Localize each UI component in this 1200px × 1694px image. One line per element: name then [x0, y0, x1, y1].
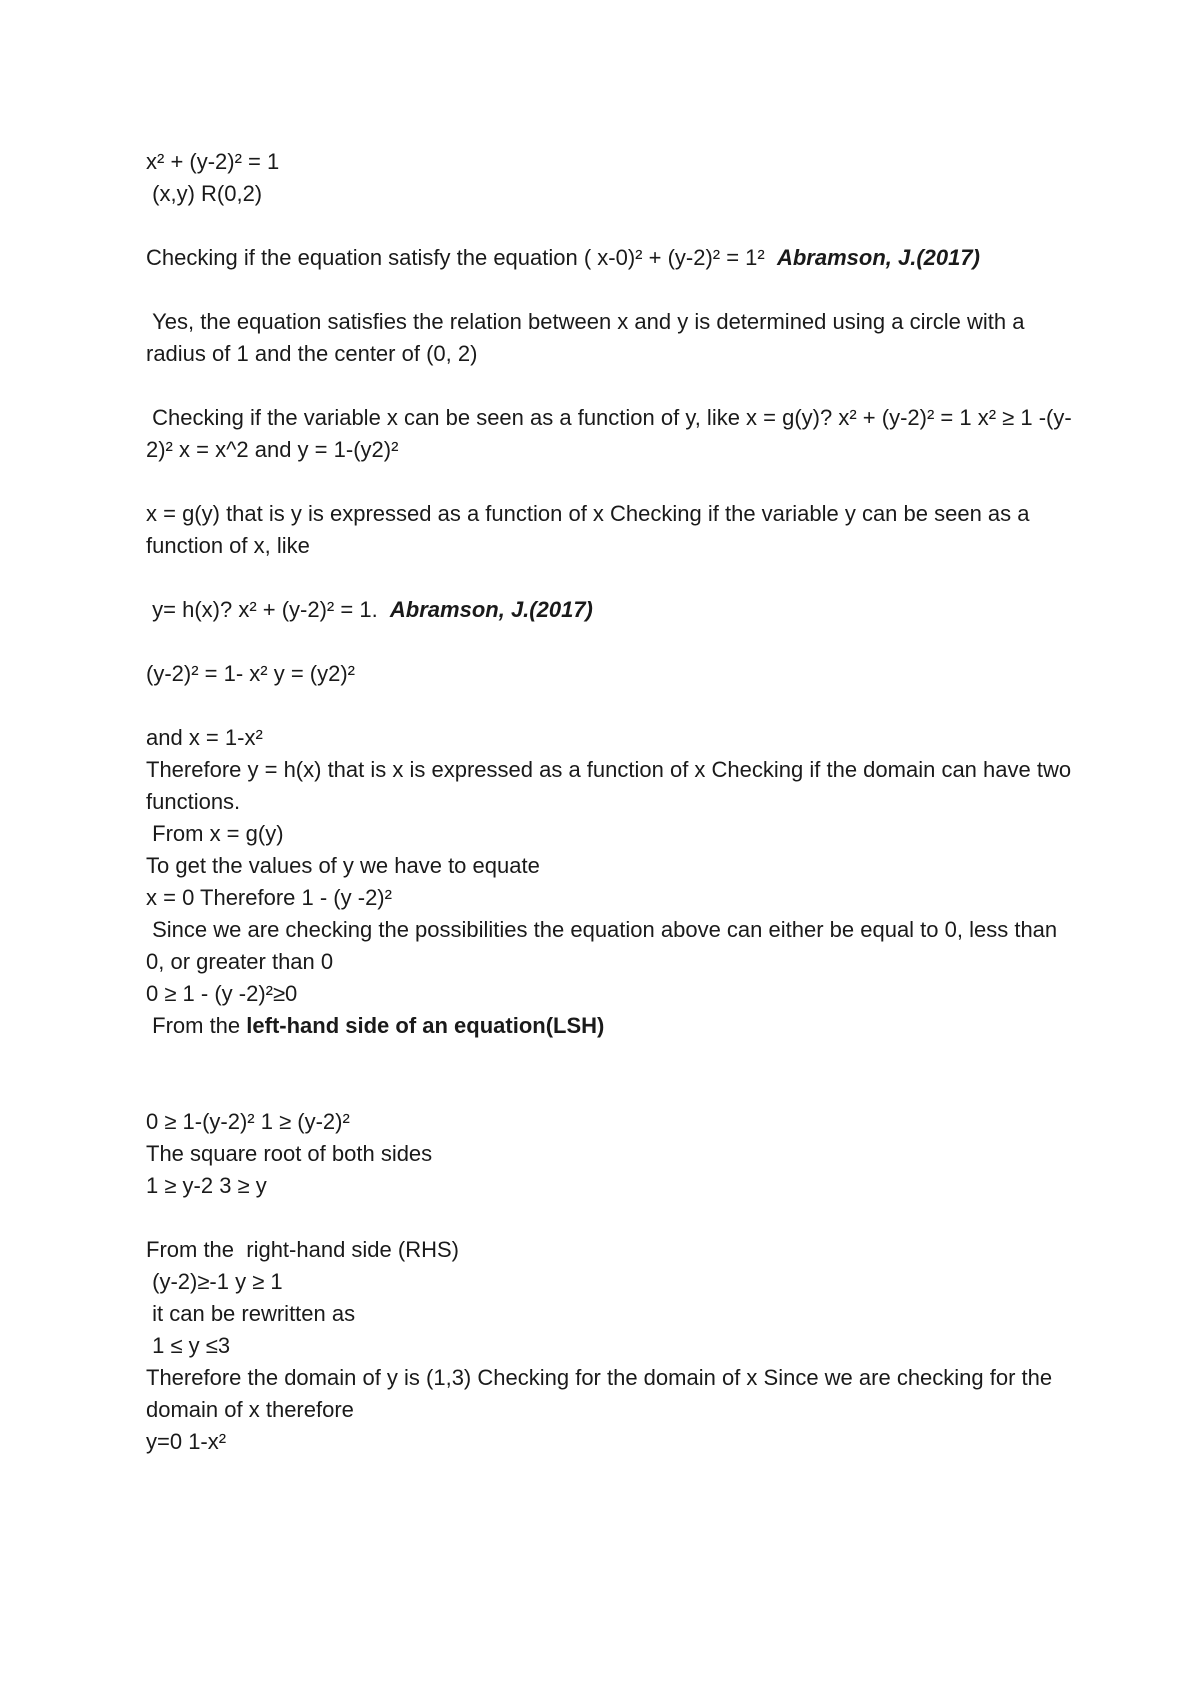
paragraph-yes-satisfies: Yes, the equation satisfies the relation between x and y is determined using a circle with a radius of 1 and the center of (0, 2) [146, 309, 1031, 366]
text-line: From x = g(y) [146, 821, 284, 846]
equation-line: 0 ≥ 1 - (y -2)²≥0 [146, 981, 298, 1006]
paragraph-text: y= h(x)? x² + (y-2)² = 1. [146, 597, 378, 622]
equation-line: (y-2)≥-1 y ≥ 1 [146, 1269, 283, 1294]
paragraph-check-x-function: Checking if the variable x can be seen as a function of y, like x = g(y)? x² + (y-2)² = 1 x² ≥ 1 -(y-2)² x = x^2 and y = 1-(y2)² [146, 405, 1072, 462]
paragraph-x-equals-g: x = g(y) that is y is expressed as a function of x Checking if the variable y can be seen as a function of x, like [146, 501, 1036, 558]
text-line-rhs: From the right-hand side (RHS) [146, 1237, 459, 1262]
equation-line: 1 ≥ y-2 3 ≥ y [146, 1173, 267, 1198]
equation-line: 0 ≥ 1-(y-2)² 1 ≥ (y-2)² [146, 1109, 350, 1134]
spacer [146, 210, 1076, 242]
equation-line: 1 ≤ y ≤3 [146, 1333, 231, 1358]
paragraph-therefore-h: Therefore y = h(x) that is x is expressed as a function of x Checking if the domain can have two functions. [146, 757, 1078, 814]
equation-line: and x = 1-x² [146, 725, 263, 750]
bold-phrase: left-hand side of an equation(LSH) [246, 1013, 605, 1038]
paragraph-check-equation [146, 242, 1076, 274]
document-body [146, 146, 1076, 1458]
spacer [146, 274, 1076, 306]
equation-circle: x² + (y-2)² = 1 [146, 149, 280, 174]
text-prefix: From the [146, 1013, 247, 1038]
text-line-lhs [146, 1010, 1076, 1042]
text-line: To get the values of y we have to equate [146, 853, 540, 878]
paragraph-possibilities: Since we are checking the possibilities the equation above can either be equal to 0, less than 0, or greater than 0 [146, 917, 1064, 974]
spacer [146, 1202, 1076, 1234]
spacer [146, 690, 1076, 722]
spacer [146, 562, 1076, 594]
spacer [146, 1042, 1076, 1106]
text-line: it can be rewritten as [146, 1301, 356, 1326]
spacer [146, 466, 1076, 498]
text-line: The square root of both sides [146, 1141, 433, 1166]
equation-line: (y-2)² = 1- x² y = (y2)² [146, 661, 356, 686]
spacer [146, 626, 1076, 658]
spacer [146, 370, 1076, 402]
paragraph-text: Checking if the equation satisfy the equation ( x-0)² + (y-2)² = 1² [146, 245, 765, 270]
paragraph-y-equals-h [146, 594, 1076, 626]
paragraph-domain-y: Therefore the domain of y is (1,3) Checking for the domain of x Since we are checking for the domain of x therefore [146, 1365, 1059, 1422]
equation-line: y=0 1-x² [146, 1429, 227, 1454]
citation: Abramson, J.(2017) [776, 245, 980, 270]
equation-line: x = 0 Therefore 1 - (y -2)² [146, 885, 392, 910]
point-definition: (x,y) R(0,2) [146, 181, 263, 206]
citation: Abramson, J.(2017) [389, 597, 593, 622]
